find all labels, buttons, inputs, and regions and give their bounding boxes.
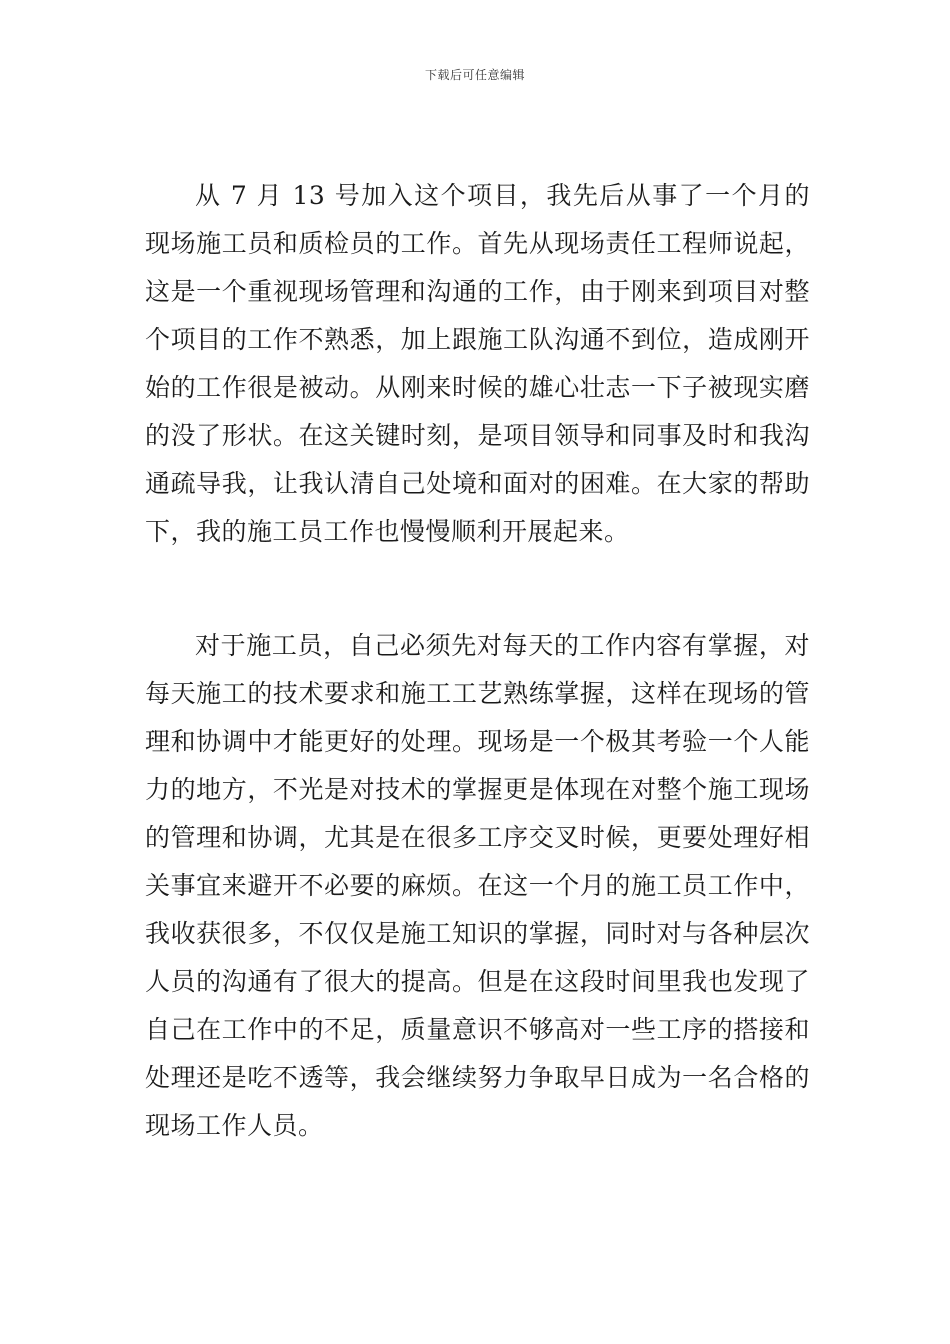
page-header: 下载后可任意编辑 bbox=[424, 68, 525, 82]
paragraph-2: 对于施工员，自己必须先对每天的工作内容有掌握，对每天施工的技术要求和施工工艺熟练掌握，这样在现场的管理和协调中才能更好的处理。现场是一个极其考验一个人能力的地方，不光是对技术的掌握更是体现在对整个施工现场的管理和协调，尤其是在很多工序交叉时候，更要处理好相关事宜来避开不必要的麻烦。在这一个月的施工员工作中，我收获很多，不仅仅是施工知识的掌握，同时对与各种层次人员的沟通有了很大的提高。但是在这段时间里我也发现了自己在工作中的不足，质量意识不够高对一些工序的搭接和处理还是吃不透等，我会继续努力争取早日成为一名合格的现场工作人员。 bbox=[145, 631, 810, 1140]
paragraph-1: 从 7 月 13 号加入这个项目，我先后从事了一个月的现场施工员和质检员的工作。首先从现场责任工程师说起，这是一个重视现场管理和沟通的工作，由于刚来到项目对整个项目的工作不熟悉，加上跟施工队沟通不到位，造成刚开始的工作很是被动。从刚来时候的雄心壮志一下子被现实磨的没了形状。在这关键时刻，是项目领导和同事及时和我沟通疏导我，让我认清自己处境和面对的困难。在大家的帮助下，我的施工员工作也慢慢顺利开展起来。 bbox=[145, 181, 810, 546]
